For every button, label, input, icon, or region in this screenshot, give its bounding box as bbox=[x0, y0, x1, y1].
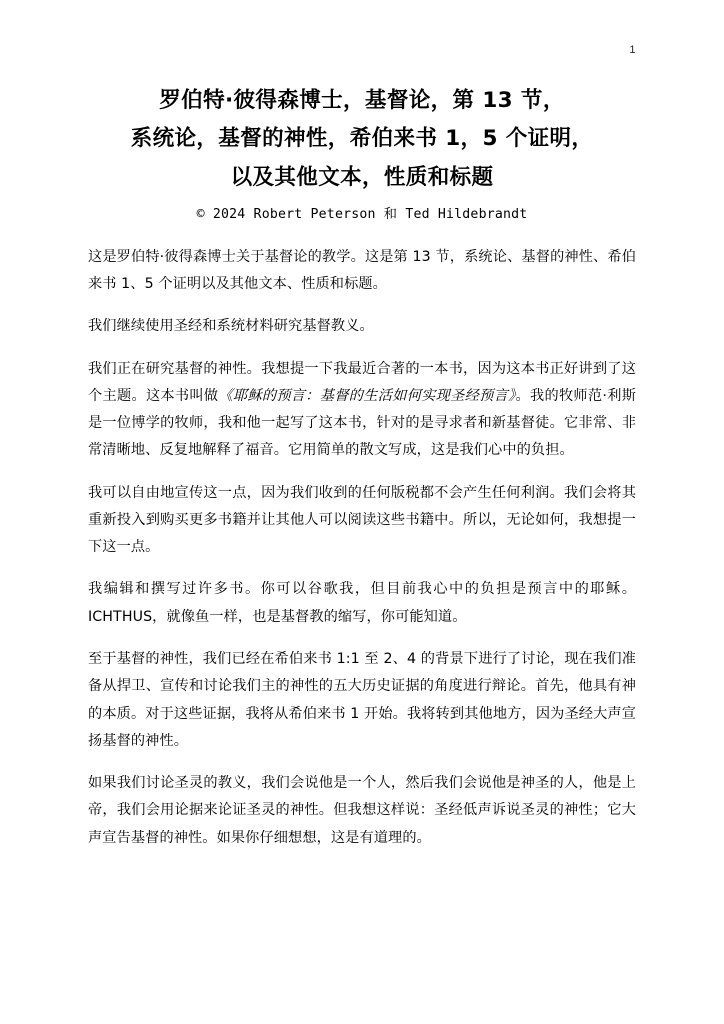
paragraph-3-part-a: 我们正在研究基督的神性。我想提一下我最近合著的一本书，因为这本书正好讲到了这个主题。这本书叫做 bbox=[88, 360, 636, 404]
body-paragraph-2: 我们继续使用圣经和系统材料研究基督教义。 bbox=[88, 318, 374, 335]
body-paragraph-7: 如果我们讨论圣灵的教义，我们会说他是一个人，然后我们会说他是神圣的人，他是上帝，我们会用论据来论证圣灵的神性。但我想这样说：圣经低声诉说圣灵的神性；它大声宣告基督的神性。如果你仔细想想，这是有道理的。 bbox=[88, 775, 636, 846]
body-paragraph-1: 这是罗伯特·彼得森博士关于基督论的教学。这是第 13 节，系统论、基督的神性、希伯来书 1、5 个证明以及其他文本、性质和标题。 bbox=[88, 248, 636, 293]
page-number: 1 bbox=[629, 44, 636, 56]
body-paragraph-6: 至于基督的神性，我们已经在希伯来书 1:1 至 2、4 的背景下进行了讨论，现在我们准备从捍卫、宣传和讨论我们主的神性的五大历史证据的角度进行辩论。首先，他具有神的本质。对于这些证据，我将从希伯来书 1 开始。我将转到其他地方，因为圣经大声宣扬基督的神性。 bbox=[88, 650, 636, 749]
body-paragraph-5: 我编辑和撰写过许多书。你可以谷歌我，但目前我心中的负担是预言中的耶稣。ICHTHUS，就像鱼一样，也是基督教的缩写，你可能知道。 bbox=[88, 581, 636, 625]
title-line-2: 系统论，基督的神性，希伯来书 1，5 个证明， bbox=[130, 126, 594, 152]
body-paragraph-3 bbox=[88, 356, 636, 465]
book-title-italic: 《耶稣的预言：基督的生活如何实现圣经预言》 bbox=[218, 387, 516, 404]
page-title bbox=[88, 82, 636, 197]
title-line-3: 以及其他文本，性质和标题 bbox=[230, 164, 494, 190]
copyright-notice: © 2024 Robert Peterson 和 Ted Hildebrandt bbox=[196, 206, 528, 222]
paragraph-3-part-b: 。我的牧师范·利斯是一位博学的牧师，我和他一起写了这本书，针对的是寻求者和新基督徒。它非常、非常清晰地、反复地解释了福音。它用简单的散文写成，这是我们心中的负担。 bbox=[88, 387, 636, 459]
body-paragraph-4: 我可以自由地宣传这一点，因为我们收到的任何版税都不会产生任何利润。我们会将其重新投入到购买更多书籍并让其他人可以阅读这些书籍中。所以，无论如何，我想提一下这一点。 bbox=[88, 484, 636, 556]
title-line-1: 罗伯特·彼得森博士，基督论，第 13 节， bbox=[159, 88, 565, 113]
